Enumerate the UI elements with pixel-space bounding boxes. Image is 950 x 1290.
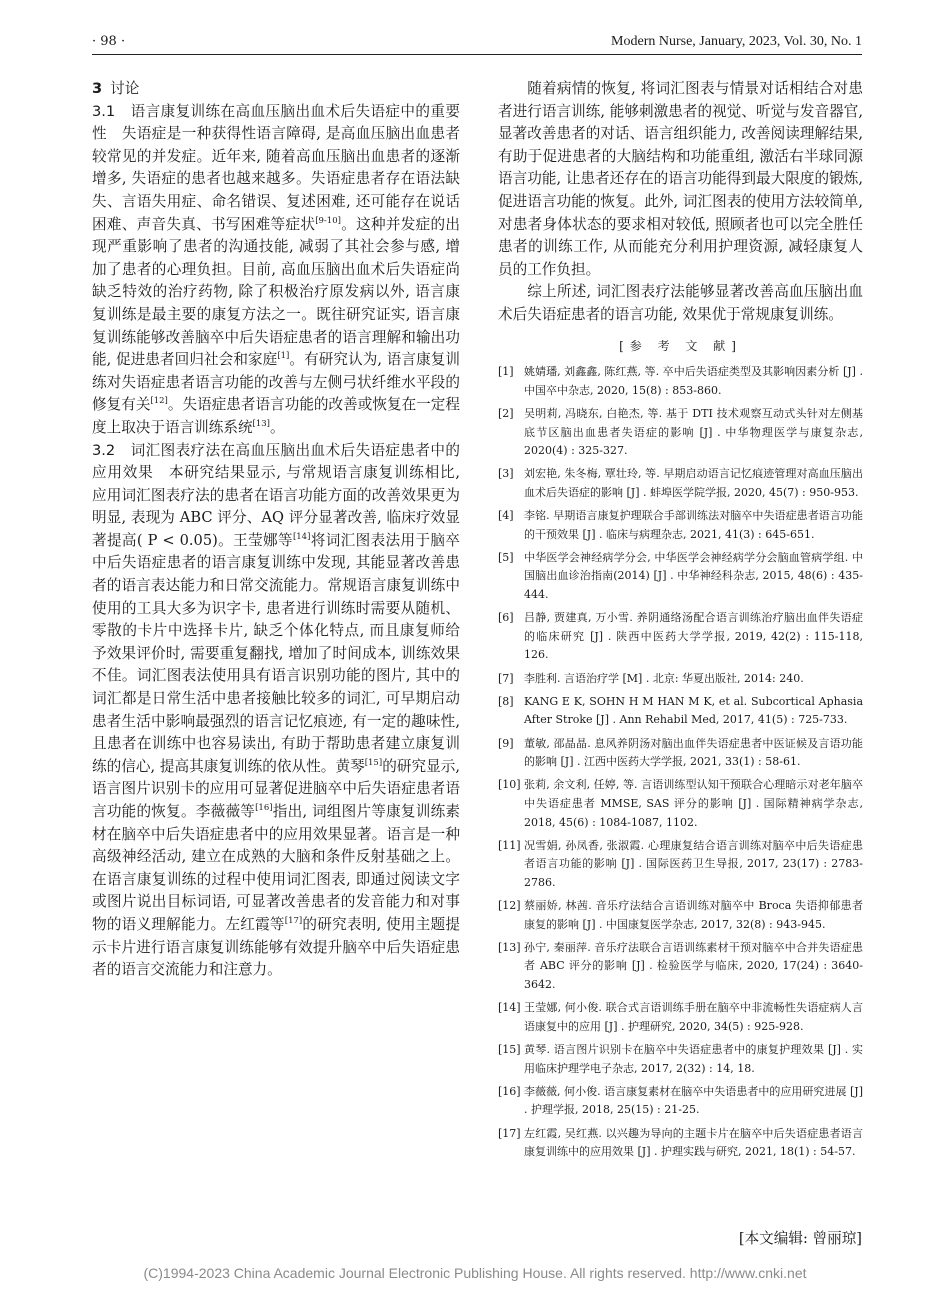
paragraph-text: 。 xyxy=(270,418,285,436)
reference-text: 王莹娜, 何小俊. 联合式言语训练手册在脑卒中非流畅性失语症病人言语康复中的应用 [J] . 护理研究, 2020, 34(5) : 925-928. xyxy=(524,1001,863,1033)
editor-note: [本文编辑: 曾丽琼] xyxy=(738,1230,862,1247)
citation: [12] xyxy=(150,396,168,407)
citation: [13] xyxy=(252,419,270,430)
paragraph-text: 本研究结果显示, 与常规语言康复训练相比, 应用词汇图表疗法的患者在语言功能方面的改善效果更为明显, 表现为 ABC 评分、AQ 评分显著改善, 临床疗效显著提高( P < 0.05)。王莹娜等 xyxy=(92,464,460,549)
reference-number: [10] xyxy=(498,778,521,792)
reference-item xyxy=(498,405,863,461)
reference-item xyxy=(498,735,863,772)
running-header xyxy=(92,34,862,55)
reference-number: [12] xyxy=(498,899,521,913)
paragraph-visual-auditory: 随着病情的恢复, 将词汇图表与情景对话相结合对患者进行语言训练, 能够刺激患者的视觉、听觉与发音器官, 显著改善患者的对话、语言组织能力, 改善阅读理解结果, 有助于促进患者的大脑结构和功能重组, 激活右半球同源语言功能, 让患者还存在的语言功能得到最大限度的锻炼, 促进语言功能的恢复。此外, 词汇图表的使用方法较简单, 对患者身体状态的要求相对较低, 照顾者也可以完全胜任患者的训练工作, 从而能充分利用护理资源, 减轻康复人员的工作负担。 xyxy=(498,80,863,278)
paragraph-text: 失语症是一种获得性语言障碍, 是高血压脑出血患者较常见的并发症。近年来, 随着高血压脑出血患者的逐渐增多, 失语症的患者也越来越多。失语症患者存在语法缺失、言语失用症、命名错误、复述困难, 还可能存在说话困难、声音失真、书写困难等症状 xyxy=(92,125,460,233)
citation: [17] xyxy=(284,916,303,927)
reference-item xyxy=(498,507,863,544)
reference-text: 吕静, 贾建真, 万小雪. 养阴通络汤配合语言训练治疗脑出血伴失语症的临床研究 [J] . 陕西中医药大学学报, 2019, 42(2) : 115-118, 126. xyxy=(524,611,863,662)
reference-text: KANG E K, SOHN H M HAN M K, et al. Subcortical Aphasia After Stroke [J] . Ann Rehabil Med, 2017, 41(5) : 725-733. xyxy=(524,694,863,727)
reference-number: [7] xyxy=(498,671,514,685)
reference-number: [8] xyxy=(498,694,514,708)
reference-text: 董敏, 邵晶晶. 息风养阴汤对脑出血伴失语症患者中医证候及言语功能的影响 [J] . 江西中医药大学学报, 2021, 33(1) : 58-61. xyxy=(524,736,863,769)
reference-item xyxy=(498,465,863,502)
reference-text: 刘宏艳, 朱冬梅, 覃壮玲, 等. 早期启动语言记忆痕迹管理对高血压脑出血术后失语症的影响 [J] . 蚌埠医学院学报, 2020, 45(7) : 950-953. xyxy=(524,467,863,499)
reference-text: 孙宁, 秦丽萍. 音乐疗法联合言语训练素材干预对脑卒中合并失语症患者 ABC 评分的影响 [J] . 检验医学与临床, 2020, 17(24) : 3640-3642. xyxy=(524,940,863,992)
reference-text: 张莉, 余文利, 任婷, 等. 言语训练型认知干预联合心理暗示对老年脑卒中失语症患者 MMSE, SAS 评分的影响 [J] . 国际精神病学杂志, 2018, 45(6) : 1084-1087, 1102. xyxy=(524,778,863,829)
reference-list xyxy=(498,363,863,1162)
reference-item xyxy=(498,939,863,995)
subsection-3-2-paragraph xyxy=(92,440,460,982)
reference-item xyxy=(498,609,863,665)
reference-item xyxy=(498,363,863,400)
page-number: · 98 · xyxy=(92,34,126,49)
reference-text: 黄琴. 语言图片识别卡在脑卒中失语症患者中的康复护理效果 [J] . 实用临床护理学电子杂志, 2017, 2(32) : 14, 18. xyxy=(524,1043,863,1075)
reference-number: [2] xyxy=(498,406,514,420)
reference-number: [6] xyxy=(498,611,514,625)
reference-number: [11] xyxy=(498,838,521,852)
reference-text: 李胜利. 言语治疗学 [M] . 北京: 华夏出版社, 2014: 240. xyxy=(524,671,804,685)
section-heading xyxy=(92,78,460,101)
reference-item xyxy=(498,1125,863,1162)
journal-citation: Modern Nurse, January, 2023, Vol. 30, No. 1 xyxy=(611,34,862,49)
reference-number: [16] xyxy=(498,1084,521,1098)
reference-number: [1] xyxy=(498,365,514,379)
paragraph-text: 。这种并发症的出现严重影响了患者的沟通技能, 减弱了其社会参与感, 增加了患者的心理负担。目前, 高血压脑出血术后失语症尚缺乏特效的治疗药物, 除了积极治疗原发病以外, 语言康复训练是最主要的康复方法之一。既往研究证实, 语言康复训练能够改善脑卒中后失语症患者的语言理解和输出功能, 促进患者回归社会和家庭 xyxy=(92,215,460,369)
right-column xyxy=(498,78,863,1166)
reference-text: 李薇薇, 何小俊. 语言康复素材在脑卒中失语患者中的应用研究进展 [J] . 护理学报, 2018, 25(15) : 21-25. xyxy=(524,1084,863,1117)
paragraph-text: 将词汇图表法用于脑卒中后失语症患者的语言康复训练中发现, 其能显著改善患者的语言表达能力和日常交流能力。常规语言康复训练中使用的工具大多为识字卡, 患者进行训练时需要从随机、零散的卡片中选择卡片, 缺乏个体化特点, 而且康复师给予效果评价时, 需要重复翻找, 增加了时间成本, 训练效果不佳。词汇图表法使用具有语言识别功能的图片, 其中的词汇都是日常生活中患者接触比较多的词汇, 可早期启动患者生活中影响最强烈的语言记忆痕迹, 有一定的趣味性, 且患者在训练中也容易读出, 有助于帮助患者建立康复训练的信心, 提高其康复训练的依从性。黄琴 xyxy=(92,531,460,775)
reference-number: [5] xyxy=(498,550,514,564)
subsection-3-1-heading: 3.1 语言康复训练在高血压脑出血术后失语症中的重要性 xyxy=(92,102,460,143)
citation: [14] xyxy=(292,532,311,543)
section-title: 讨论 xyxy=(110,80,140,97)
reference-item xyxy=(498,999,863,1036)
citation: [15] xyxy=(364,757,383,768)
citation: [16] xyxy=(255,803,273,814)
citation: [9-10] xyxy=(315,215,341,226)
reference-text: 李铭. 早期语言康复护理联合手部训练法对脑卒中失语症患者语言功能的干预效果 [J] . 临床与病理杂志, 2021, 41(3) : 645-651. xyxy=(524,509,863,541)
reference-item xyxy=(498,549,863,605)
section-number: 3 xyxy=(92,80,103,97)
reference-number: [14] xyxy=(498,1001,521,1015)
paragraph-text: 的研究表明, 使用主题提示卡片进行语言康复训练能够有效提升脑卒中后失语症患者的语言交流能力和注意力。 xyxy=(92,915,460,979)
left-column xyxy=(92,78,460,982)
copyright-footer: (C)1994-2023 China Academic Journal Electronic Publishing House. All rights reserved. http://www.cnki.net xyxy=(143,1265,807,1281)
paragraph-text: 的研究显示, 语言图片识别卡的应用可显著促进脑卒中后失语症患者语言功能的恢复。李薇薇等 xyxy=(92,757,460,820)
subsection-3-2-heading: 3.2 词汇图表疗法在高血压脑出血术后失语症患者中的应用效果 xyxy=(92,441,460,482)
reference-number: [4] xyxy=(498,509,514,523)
reference-item xyxy=(498,1083,863,1120)
reference-number: [13] xyxy=(498,940,521,954)
references-title: [参 考 文 献] xyxy=(619,338,742,353)
reference-text: 中华医学会神经病学分会, 中华医学会神经病学分会脑血管病学组. 中国脑出血诊治指南(2014) [J] . 中华神经科杂志, 2015, 48(6) : 435-444. xyxy=(524,550,863,602)
reference-text: 姚婧璠, 刘鑫鑫, 陈红燕, 等. 卒中后失语症类型及其影响因素分析 [J] . 中国卒中杂志, 2020, 15(8) : 853-860. xyxy=(524,365,863,397)
reference-item xyxy=(498,1041,863,1078)
reference-item xyxy=(498,693,863,730)
reference-text: 蔡丽娇, 林茜. 音乐疗法结合言语训练对脑卒中 Broca 失语抑郁患者康复的影响 [J] . 中国康复医学杂志, 2017, 32(8) : 943-945. xyxy=(524,899,863,931)
reference-item xyxy=(498,776,863,832)
reference-text: 况雪娟, 孙凤香, 张淑霞. 心理康复结合语言训练对脑卒中后失语症患者语言功能的影响 [J] . 国际医药卫生导报, 2017, 23(17) : 2783-2786. xyxy=(524,838,863,889)
paragraph-conclusion: 综上所述, 词汇图表疗法能够显著改善高血压脑出血术后失语症患者的语言功能, 效果优于常规康复训练。 xyxy=(498,283,863,323)
reference-text: 左红霞, 吴红燕. 以兴趣为导向的主题卡片在脑卒中后失语症患者语言康复训练中的应用效果 [J] . 护理实践与研究, 2021, 18(1) : 54-57. xyxy=(524,1126,863,1159)
citation: [1] xyxy=(277,351,290,362)
paragraph-text: 。失语症患者语言功能的改善或恢复在一定程度上取决于语言训练系统 xyxy=(92,396,460,436)
paragraph-text: 。有研究认为, 语言康复训练对失语症患者语言功能的改善与左侧弓状纤维水平段的修复有关 xyxy=(92,351,461,414)
subsection-3-1-paragraph xyxy=(92,101,460,440)
reference-text: 吴明莉, 冯晓东, 白艳杰, 等. 基于 DTI 技术观察互动式头针对左侧基底节区脑出血患者失语症的影响 [J] . 中华物理医学与康复杂志, 2020(4) : 325-327. xyxy=(524,406,863,458)
reference-number: [15] xyxy=(498,1043,521,1057)
reference-item xyxy=(498,897,863,934)
reference-item xyxy=(498,670,863,689)
reference-number: [9] xyxy=(498,736,514,750)
reference-number: [3] xyxy=(498,467,514,481)
reference-number: [17] xyxy=(498,1126,521,1140)
reference-item xyxy=(498,837,863,893)
paragraph-text: 指出, 词组图片等康复训练素材在脑卒中后失语症患者中的应用效果显著。语言是一种高级神经活动, 建立在成熟的大脑和条件反射基础之上。在语言康复训练的过程中使用词汇图表, 即通过阅读文字或图片说出目标词语, 可显著改善患者的发音能力和对事物的语义理解能力。左红霞等 xyxy=(92,803,460,933)
